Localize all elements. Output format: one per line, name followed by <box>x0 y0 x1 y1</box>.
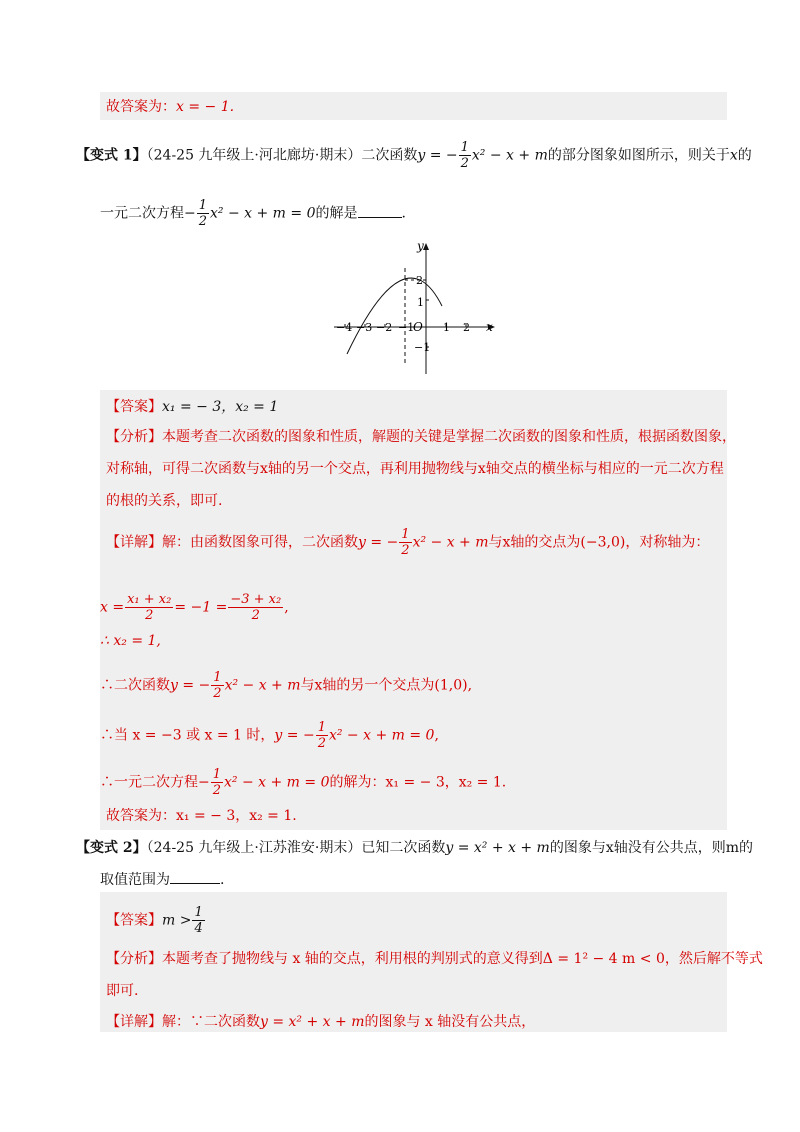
y-axis-arrow <box>423 243 429 250</box>
v2-answer: 【答案】m > $\frac{1}{4}$ <box>106 905 203 936</box>
v1-detail: 【详解】解：由函数图象可得，二次函数y = − $\frac{1}{2}$ x² − x + m与x轴的交点为(−3,0)，对称轴为： <box>106 527 710 558</box>
v1-final: 故答案为：x₁ = − 3，x₂ = 1. <box>106 808 297 824</box>
v1-question-line2: 一元二次方程− $\frac{1}{2}$ x² − x + m = 0的解是 . <box>100 198 406 229</box>
v1-question-line1: 【变式 1】（24-25 九年级上·河北廊坊·期末）二次函数y = − $\frac{1}{2}$ x² − x + m的部分图象如图所示，则关于x的 <box>76 140 752 171</box>
v1-analysis-2: 对称轴，可得二次函数与x轴的另一个交点，再利用抛物线与x轴交点的横坐标与相应的一元二次方程 <box>106 461 724 477</box>
v2-analysis-2: 即可. <box>106 983 139 999</box>
v2-analysis-1: 【分析】本题考查了抛物线与 x 轴的交点，利用根的判别式的意义得到Δ = 1² − 4 m < 0，然后解不等式 <box>106 951 763 967</box>
v1-analysis-3: 的根的关系，即可. <box>106 493 223 509</box>
v1-symmetry-equation: x = $\frac{\text{x₁ + x₂}}{2}$ = −1 = $\frac{\text{−3 + x₂}}{2}$ , <box>100 592 289 623</box>
v1-step1: ∴ x₂ = 1, <box>100 633 161 649</box>
v2-question-line2: 取值范围为 . <box>100 869 224 890</box>
x-tick-label: 1 <box>443 321 450 334</box>
v1-step3: ∴当 x = −3 或 x = 1 时，y = − $\frac{1}{2}$ x² − x + m = 0, <box>100 720 439 751</box>
x-tick-label: −2 <box>376 321 393 334</box>
y-tick-label: 2 <box>416 274 423 287</box>
x-tick-label: −4 <box>336 321 353 334</box>
v2-tag: 【变式 2】 <box>76 840 147 856</box>
v1-step2: ∴二次函数y = − $\frac{1}{2}$ x² − x + m与x轴的另一个交点为(1,0), <box>100 670 473 701</box>
v1-answer: 【答案】x₁ = − 3，x₂ = 1 <box>106 399 279 415</box>
v1-step4: ∴一元二次方程− $\frac{1}{2}$ x² − x + m = 0的解为：x₁ = − 3，x₂ = 1. <box>100 767 507 798</box>
y-tick-label: 1 <box>417 296 424 309</box>
parabola-graph <box>330 240 500 380</box>
top-answer: 故答案为：x = − 1. <box>106 99 235 115</box>
v2-detail: 【详解】解：∵二次函数y = x² + x + m的图象与 x 轴没有公共点， <box>106 1014 536 1030</box>
x-tick-label: 2 <box>463 321 470 334</box>
fraction-half: $\frac{1}{2}$ <box>460 140 469 171</box>
x-tick-label: −3 <box>356 321 373 334</box>
y-tick-label: −1 <box>414 341 431 354</box>
v2-question-line1: 【变式 2】（24-25 九年级上·江苏淮安·期末）已知二次函数y = x² + x + m的图象与x轴没有公共点，则m的 <box>76 840 753 856</box>
v1-tag: 【变式 1】 <box>76 147 147 164</box>
answer-blank <box>358 203 402 218</box>
answer-blank <box>170 869 220 884</box>
x-axis-label: x <box>486 320 493 334</box>
origin-label: O <box>413 320 423 334</box>
v1-analysis-1: 【分析】本题考查二次函数的图象和性质，解题的关键是掌握二次函数的图象和性质，根据函数图象， <box>106 429 736 445</box>
x-tick-label: −1 <box>398 321 415 334</box>
y-axis-label: y <box>417 240 424 253</box>
